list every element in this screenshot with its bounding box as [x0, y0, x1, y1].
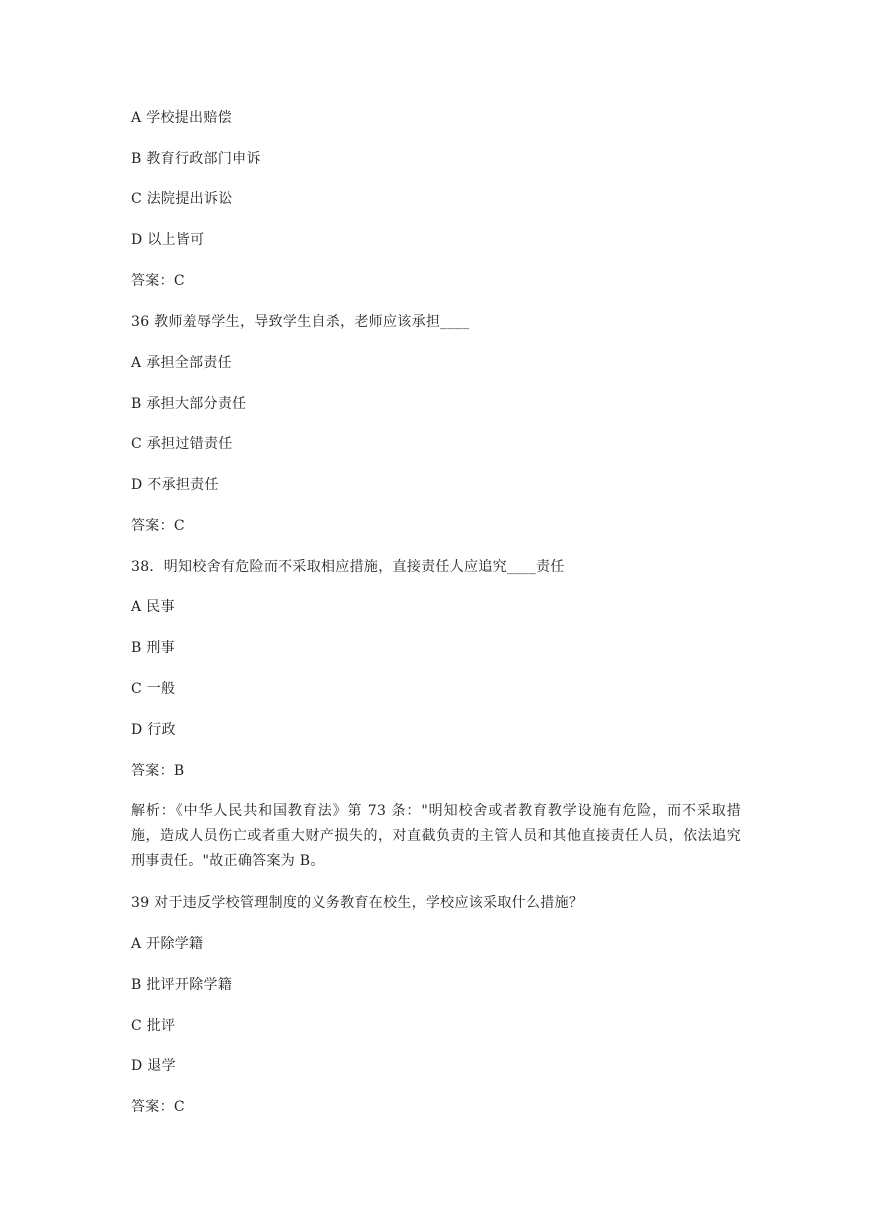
- q39-option-a: A 开除学籍: [131, 936, 204, 952]
- q39-option-b: B 批评开除学籍: [131, 977, 233, 993]
- q39-question: 39 对于违反学校管理制度的义务教育在校生，学校应该采取什么措施？: [131, 895, 584, 911]
- q38-option-c: C 一般: [131, 681, 176, 697]
- q36-question: 36 教师羞辱学生，导致学生自杀，老师应该承担____: [131, 314, 470, 330]
- q38-option-a: A 民事: [131, 599, 175, 615]
- q39-option-c: C 批评: [131, 1018, 176, 1034]
- q38-option-b: B 刑事: [131, 640, 175, 656]
- q39-answer: 答案：C: [131, 1099, 185, 1115]
- q36-option-d: D 不承担责任: [131, 477, 219, 493]
- q36-answer: 答案：C: [131, 518, 185, 534]
- q35-answer: 答案：C: [131, 273, 185, 289]
- q35-option-a: A 学校提出赔偿: [131, 110, 232, 126]
- q39-option-d: D 退学: [131, 1058, 176, 1074]
- q38-explanation: 解析：《中华人民共和国教育法》第 73 条："明知校舍或者教育教学设施有危险，而不采取措施，造成人员伤亡或者重大财产损失的，对直截负责的主管人员和其他直接责任人员，依法追究刑事责任。"故正确答案为 B。: [131, 803, 741, 869]
- q36-option-c: C 承担过错责任: [131, 436, 233, 452]
- q36-option-b: B 承担大部分责任: [131, 396, 247, 412]
- q35-option-b: B 教育行政部门申诉: [131, 151, 261, 167]
- q38-option-d: D 行政: [131, 722, 176, 738]
- q36-option-a: A 承担全部责任: [131, 355, 232, 371]
- q38-answer: 答案：B: [131, 763, 185, 779]
- q35-option-c: C 法院提出诉讼: [131, 191, 233, 207]
- q35-option-d: D 以上皆可: [131, 232, 205, 248]
- q38-question: 38．明知校舍有危险而不采取相应措施，直接责任人应追究____责任: [131, 559, 565, 575]
